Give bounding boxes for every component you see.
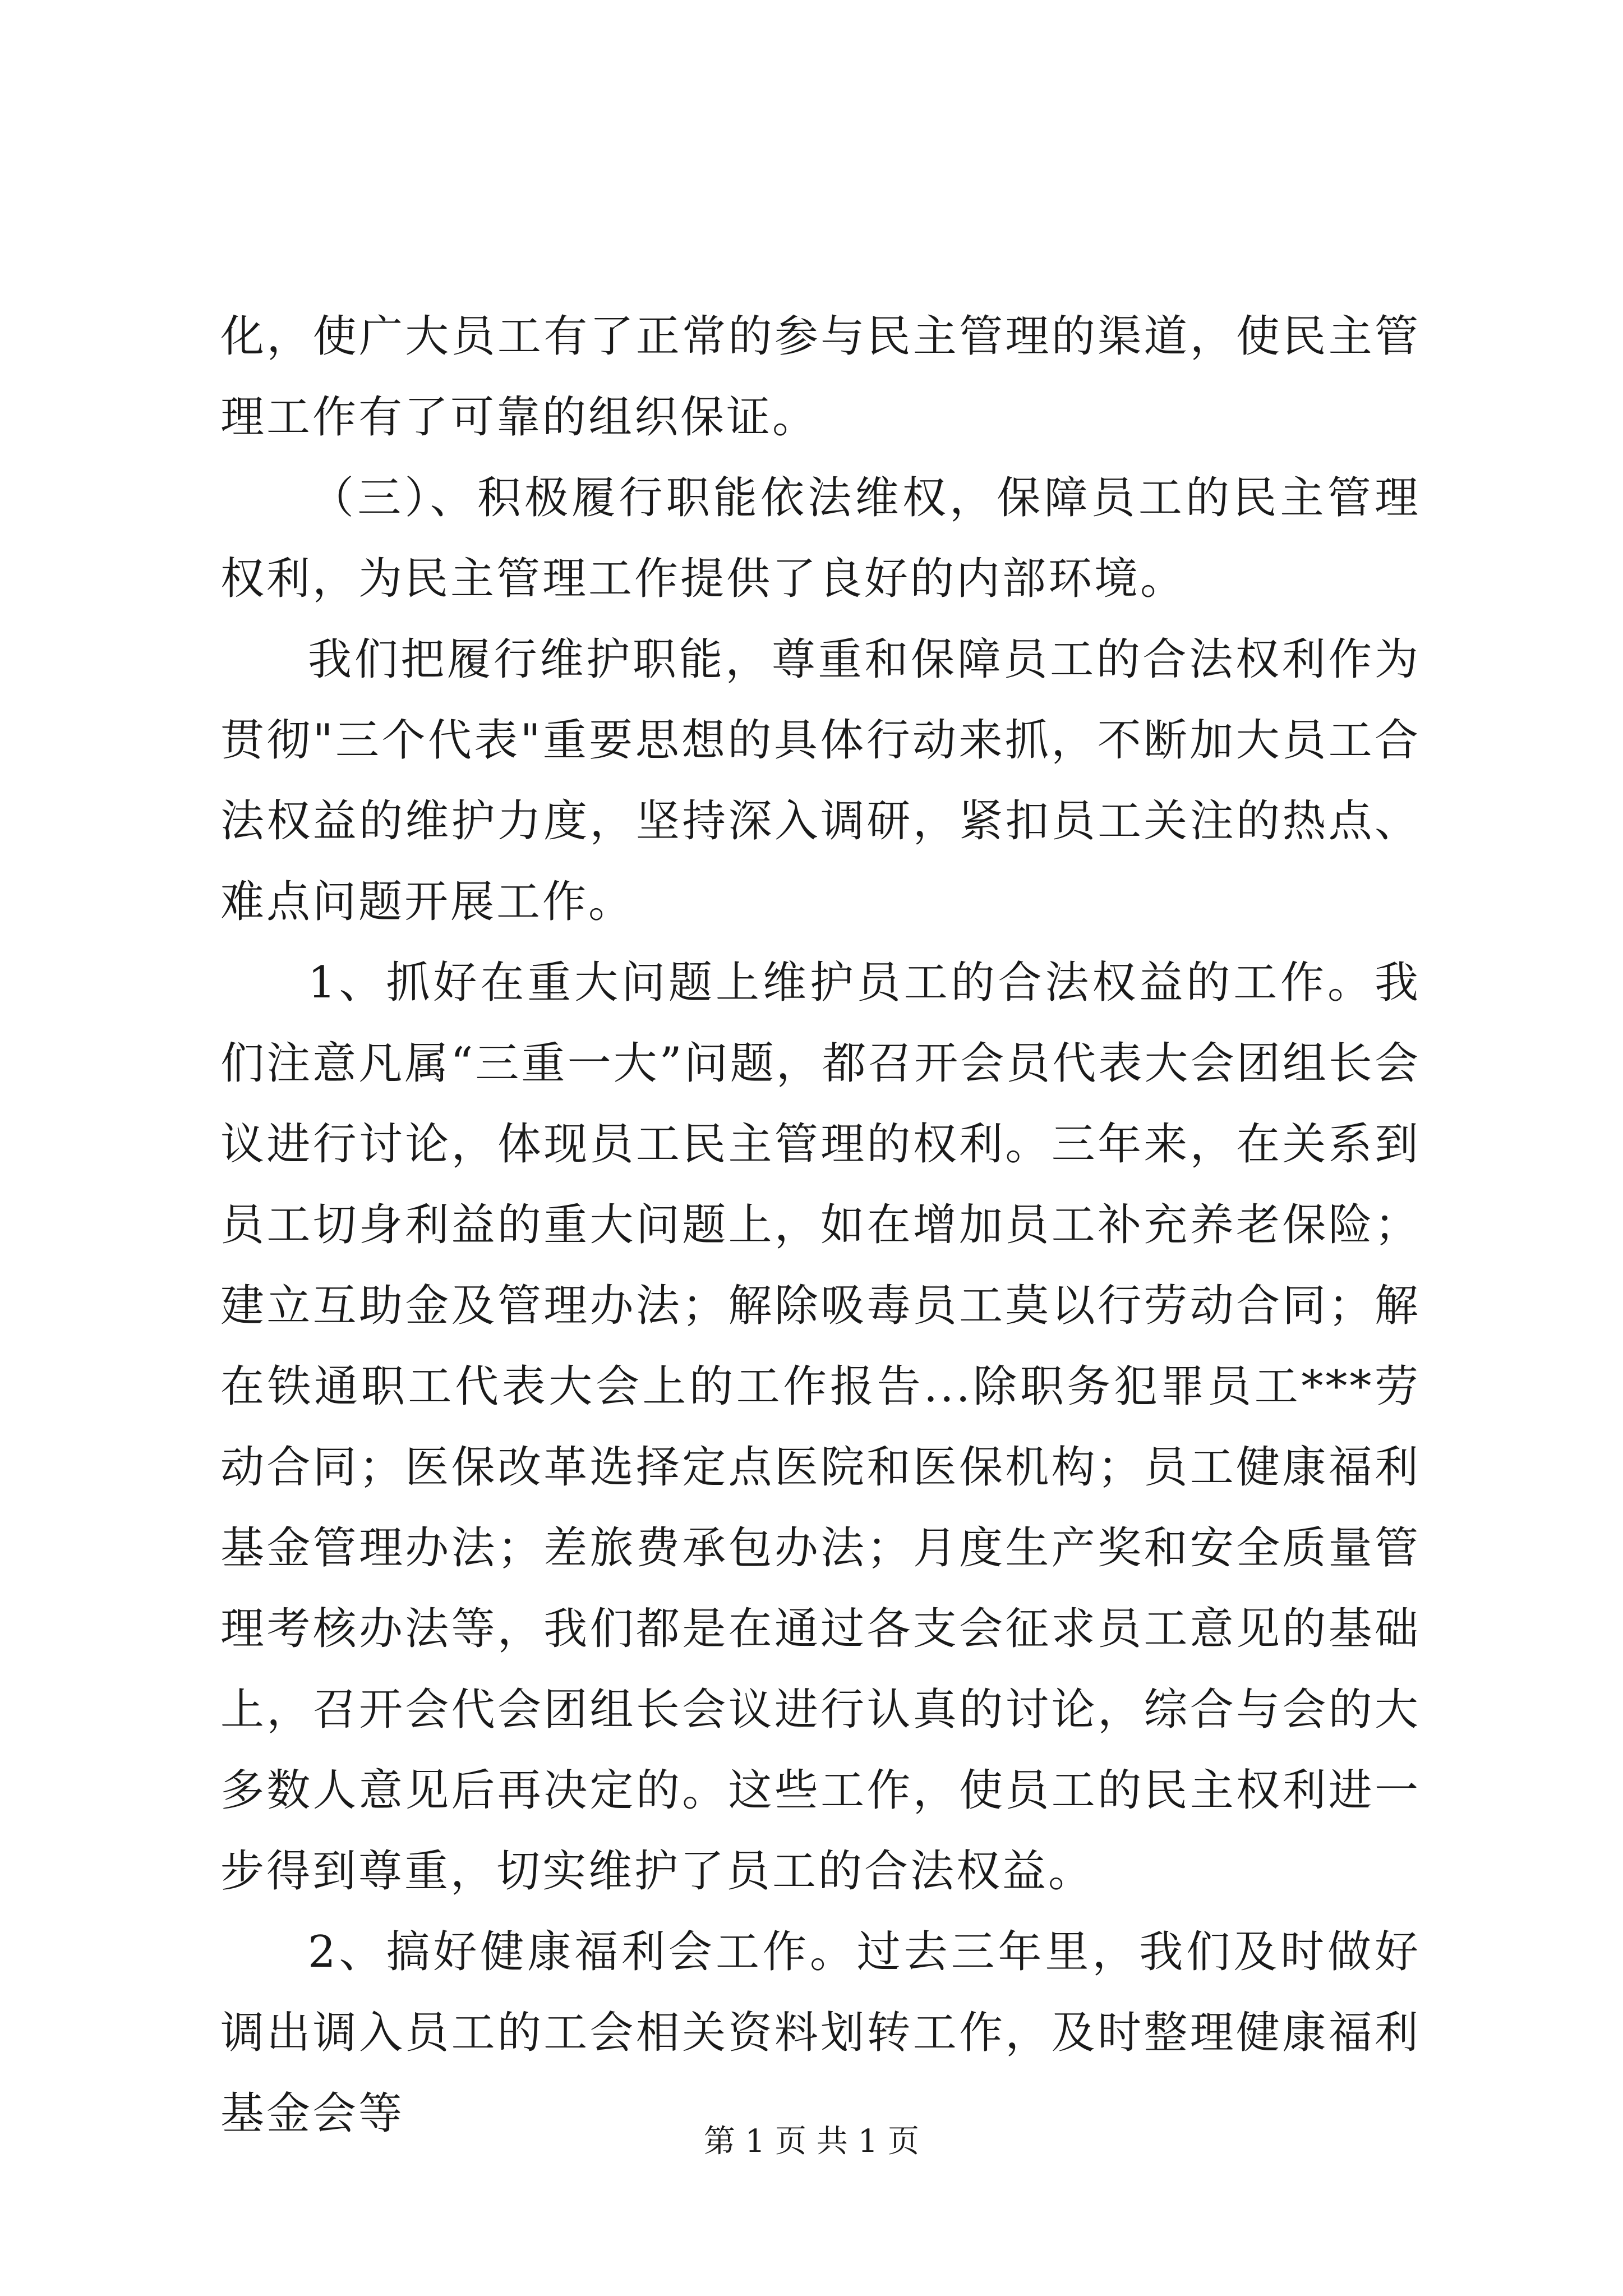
section-heading: （三）、积极履行职能依法维权，保障员工的民主管理权利，为民主管理工作提供了良好的内部环境。	[220, 473, 1421, 604]
paragraph-continuation: 化，使广大员工有了正常的参与民主管理的渠道，使民主管理工作有了可靠的组织保证。	[220, 311, 1421, 443]
paragraph-intro: 我们把履行维护职能，尊重和保障员工的合法权利作为贯彻"三个代表"重要思想的具体行动来抓，不断加大员工合法权益的维护力度，坚持深入调研，紧扣员工关注的热点、难点问题开展工作。	[220, 634, 1421, 927]
paragraph-item-2: 2、搞好健康福利会工作。过去三年里，我们及时做好调出调入员工的工会相关资料划转工作，及时整理健康福利基金会等	[220, 1927, 1421, 2139]
paragraph-item-1: 1、抓好在重大问题上维护员工的合法权益的工作。我们注意凡属“三重一大”问题，都召开会员代表大会团组长会议进行讨论，体现员工民主管理的权利。三年来，在关系到员工切身利益的重大问题上，如在增加员工补充养老保险；建立互助金及管理办法；解除吸毒员工莫以行劳动合同；解在铁通职工代表大会上的工作报告...除职务犯罪员工***劳动合同；医保改革选择定点医院和医保机构；员工健康福利基金管理办法；差旅费承包办法；月度生产奖和安全质量管理考核办法等，我们都是在通过各支会征求员工意见的基础上，召开会代会团组长会议进行认真的讨论，综合与会的大多数人意见后再决定的。这些工作，使员工的民主权利进一步得到尊重，切实维护了员工的合法权益。	[220, 958, 1421, 1897]
page-number-footer: 第 1 页 共 1 页	[703, 2123, 920, 2160]
document-body	[220, 296, 1421, 2154]
